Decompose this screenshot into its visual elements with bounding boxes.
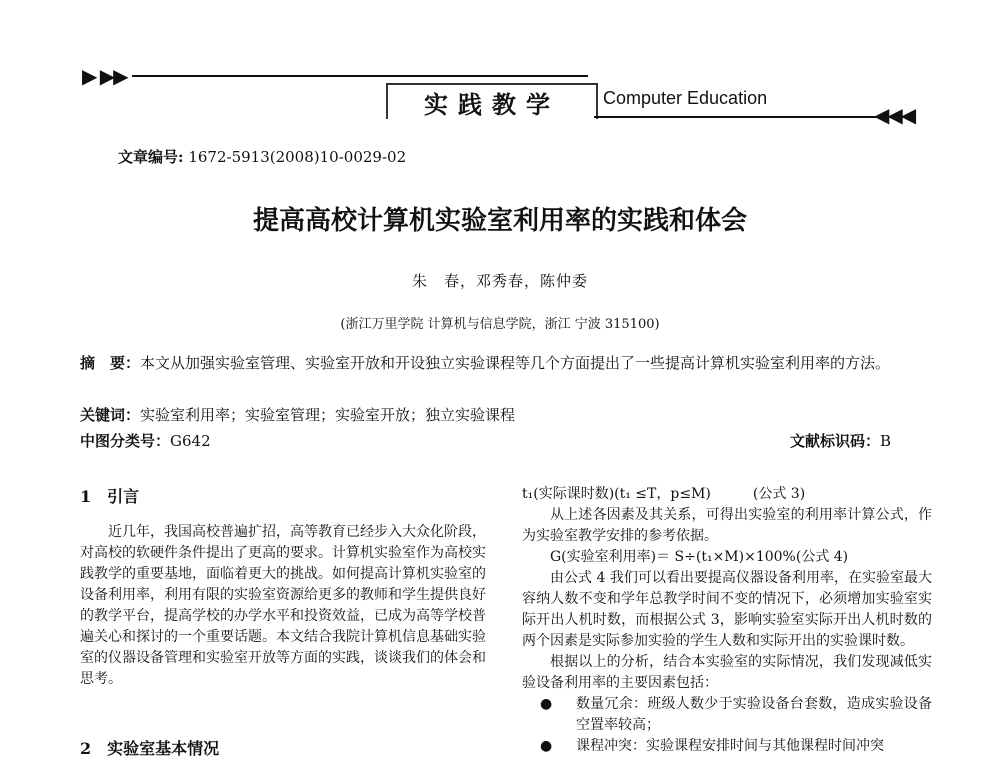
keywords: [80, 404, 515, 425]
article-number-value: 1672-5913(2008)10-0029-02: [188, 148, 407, 166]
paragraph-utilization: 从上述各因素及其关系，可得出实验室的利用率计算公式，作为实验室教学安排的参考依据。: [522, 507, 932, 544]
header-arrows-right: ◀◀◀: [874, 103, 915, 127]
formula-3: t₁(实际课时数)(t₁ ≤T，p≤M) (公式 3): [522, 486, 806, 502]
paragraph-factors: 根据以上的分析，结合本实验室的实际情况，我们发现减低实验设备利用率的主要因素包括：: [522, 654, 932, 691]
article-number-label: 文章编号:: [118, 148, 184, 166]
paper-title: 提高高校计算机实验室利用率的实践和体会: [252, 206, 747, 236]
factor-list: [522, 694, 932, 757]
formula-4: G(实验室利用率)＝ S÷(t₁×M)×100%(公式 4): [550, 549, 849, 565]
clc-value: G642: [170, 432, 211, 450]
clc-number: [80, 430, 211, 451]
paragraph-analysis: 由公式 4 我们可以看出要提高仪器设备利用率，在实验室最大容纳人数不变和学年总教学时间不变的情况下，必须增加实验室实际开出人机时数，而根据公式 3，影响实验室实际开出人机时数的两个因素是实际参加实验的学生人数和实际开出的实验课时数。: [522, 570, 932, 649]
list-item-text: 课程冲突：实验课程安排时间与其他课程时间冲突: [576, 738, 884, 754]
intro-paragraph: 近几年，我国高校普遍扩招，高等教育已经步入大众化阶段，对高校的软硬件条件提出了更高的要求。计算机实验室作为高校实践教学的重要基地，面临着更大的挑战。如何提高计算机实验室的设备利用率，利用有限的实验室资源给更多的教师和学生提供良好的教学平台，提高学校的办学水平和投资效益，已成为高等学校普遍关心和探讨的一个重要话题。本文结合我院计算机信息基础实验室的仪器设备管理和实验室开放等方面的实践，谈谈我们的体会和思考。: [80, 524, 486, 687]
authors: 朱 春，邓秀春，陈仲委: [411, 272, 588, 290]
bullet-icon: ●: [540, 696, 553, 712]
doc-code-label: 文献标识码：: [790, 432, 881, 450]
keywords-text: 实验室利用率；实验室管理；实验室开放；独立实验课程: [140, 406, 516, 424]
abstract-text: 本文从加强实验室管理、实验室开放和开设独立实验课程等几个方面提出了一些提高计算机实验室利用率的方法。: [140, 354, 891, 372]
section-heading-2: 2 实验室基本情况: [80, 739, 220, 758]
list-item-text: 数量冗余：班级人数少于实验设备台套数，造成实验设备空置率较高；: [576, 696, 932, 733]
header-rule-bottom: [594, 116, 876, 118]
abstract: [80, 351, 930, 376]
right-column: [522, 484, 932, 757]
document-code: [790, 430, 891, 451]
doc-code-value: B: [880, 432, 892, 450]
keywords-label: 关键词：: [80, 406, 141, 424]
clc-label: 中图分类号：: [80, 432, 171, 450]
affiliation: (浙江万里学院 计算机与信息学院，浙江 宁波 315100): [340, 317, 660, 332]
article-number: [118, 146, 406, 167]
header-rule-top: [132, 75, 588, 77]
section-title-cn: 实践教学: [424, 91, 560, 119]
list-item: [522, 694, 932, 736]
list-item: [522, 736, 932, 757]
section-heading-1: 1 引言: [80, 487, 140, 506]
abstract-label: 摘 要：: [80, 354, 141, 372]
bullet-icon: ●: [540, 738, 553, 754]
header-arrows-left: ▶ ▶▶: [82, 64, 127, 88]
section-title-en: Computer Education: [603, 88, 768, 108]
